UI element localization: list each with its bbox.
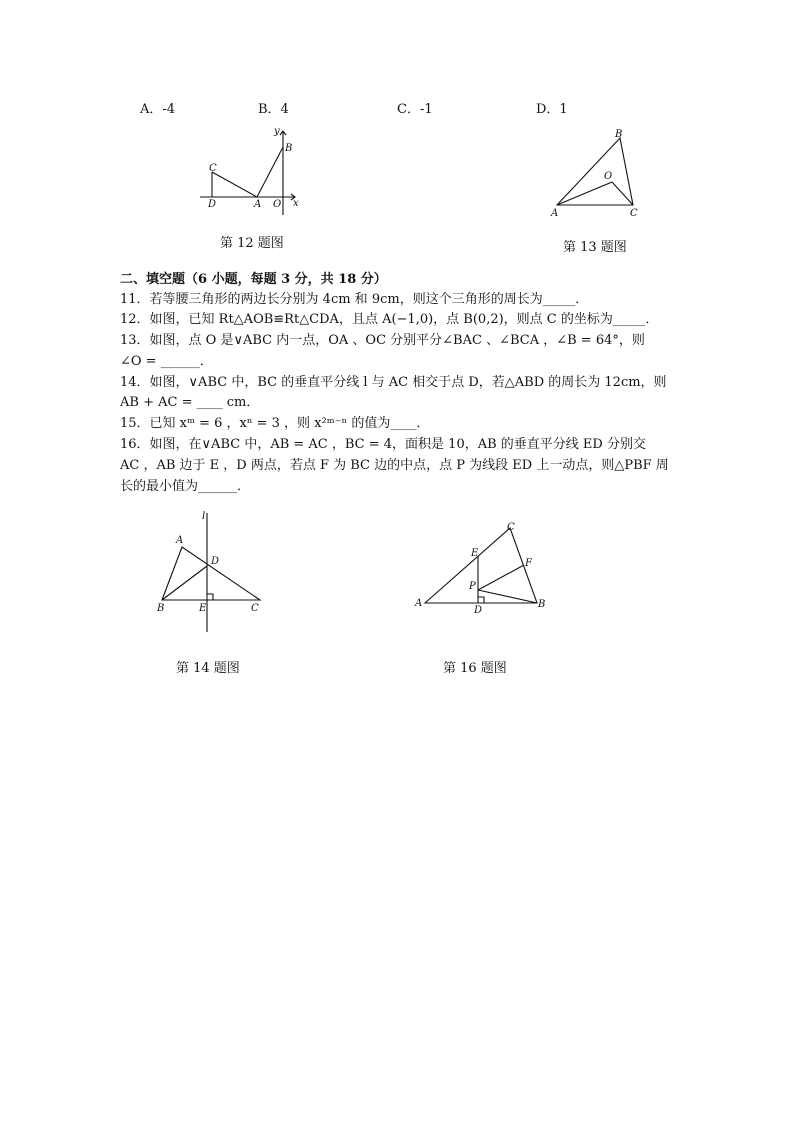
label-c: C <box>507 522 515 533</box>
label-x: x <box>293 198 299 209</box>
label-b: B <box>157 603 165 614</box>
label-c: C <box>251 603 259 614</box>
figure-13-caption: 第 13 题图 <box>563 240 627 255</box>
question-16-line-1: 16．如图，在∨ABC 中，AB = AC ，BC = 4，面积是 10，AB 的垂直平分线 ED 分别交 <box>120 437 646 452</box>
question-14-line-1: 14．如图，∨ABC 中，BC 的垂直平分线 l 与 AC 相交于点 D，若△ABD 的周长为 12cm，则 <box>120 375 667 390</box>
right-angle-mark <box>207 594 213 600</box>
figure-12 <box>195 125 310 220</box>
figure-13 <box>548 125 648 220</box>
option-c: C．-1 <box>397 102 433 117</box>
question-12: 12．如图，已知 Rt△AOB≌Rt△CDA，且点 A(−1,0)，点 B(0,2)，则点 C 的坐标为_____． <box>120 312 659 327</box>
segment-pf <box>478 565 524 590</box>
triangle-abc <box>557 138 633 205</box>
triangle-abc <box>425 528 537 603</box>
label-b: B <box>538 599 546 610</box>
label-c: C <box>209 163 217 174</box>
option-a: A．-4 <box>140 102 176 117</box>
label-f: F <box>525 558 532 569</box>
figure-12-caption: 第 12 题图 <box>220 236 284 251</box>
segment-ca <box>212 172 257 197</box>
figure-16 <box>410 518 550 618</box>
segment-ao <box>557 182 612 205</box>
label-o: O <box>604 171 613 182</box>
label-a: A <box>551 208 559 219</box>
label-a: A <box>176 535 184 546</box>
figure-16-caption: 第 16 题图 <box>443 661 507 676</box>
right-angle-mark <box>478 597 484 603</box>
label-a: A <box>254 199 262 210</box>
question-14-line-2: AB + AC = ____ cm． <box>120 395 260 410</box>
label-a: A <box>415 598 423 609</box>
figure-14-caption: 第 14 题图 <box>176 661 240 676</box>
label-d: D <box>208 199 217 210</box>
label-b: B <box>285 143 293 154</box>
label-d: D <box>211 556 220 567</box>
option-d: D．1 <box>536 102 568 117</box>
question-16-line-2: AC ，AB 边于 E ，D 两点，若点 F 为 BC 边的中点，点 P 为线段 ED 上一动点，则△PBF 周 <box>120 458 669 473</box>
question-11: 11．若等腰三角形的两边长分别为 4cm 和 9cm，则这个三角形的周长为_____． <box>120 292 589 307</box>
label-l: l <box>202 511 206 522</box>
label-o: O <box>273 199 282 210</box>
segment-pb <box>478 590 537 603</box>
label-e: E <box>199 603 207 614</box>
label-b: B <box>615 129 623 140</box>
question-13-line-1: 13．如图，点 O 是∨ABC 内一点，OA 、OC 分别平分∠BAC 、∠BCA ，∠B = 64°，则 <box>120 333 645 348</box>
figure-14 <box>150 505 275 635</box>
segment-oc <box>612 182 633 205</box>
option-b: B．4 <box>258 102 289 117</box>
question-16-line-3: 长的最小值为______． <box>120 479 251 494</box>
section-heading: 二、填空题（6 小题，每题 3 分，共 18 分） <box>120 272 387 287</box>
label-p: P <box>469 581 476 592</box>
question-13-line-2: ∠O = ______． <box>120 354 213 369</box>
label-d: D <box>474 605 483 616</box>
question-15: 15．已知 xᵐ = 6 ，xⁿ = 3 ，则 x²ᵐ⁻ⁿ 的值为____． <box>120 416 430 431</box>
label-y: y <box>274 126 280 137</box>
label-e: E <box>471 548 479 559</box>
triangle-abc <box>162 547 260 600</box>
segment-ab <box>257 147 283 197</box>
label-c: C <box>630 208 638 219</box>
